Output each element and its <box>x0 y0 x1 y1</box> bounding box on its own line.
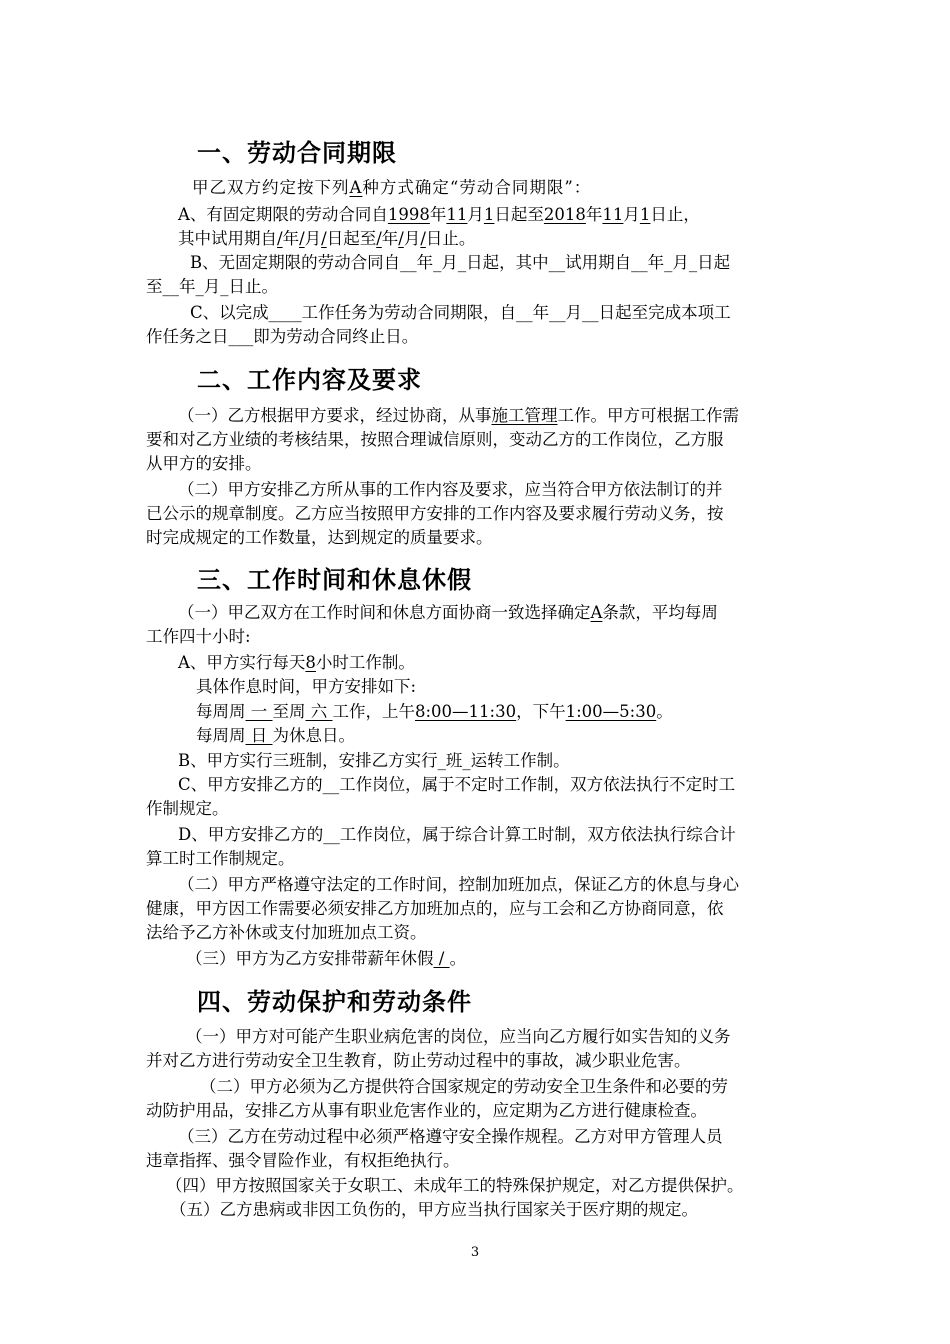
s3-option-b: B、甲方实行三班制，安排乙方实行_班_运转工作制。 <box>178 751 570 770</box>
s2-p2-line3: 时完成规定的工作数量，达到规定的质量要求。 <box>146 528 493 547</box>
s4-p2-line1: （二）甲方必须为乙方提供符合国家规定的劳动安全卫生条件和必要的劳 <box>200 1077 728 1096</box>
s3-p2-line3: 法给予乙方补休或支付加班加点工资。 <box>146 923 427 942</box>
s3-p2-line2: 健康，甲方因工作需要必须安排乙方加班加点的，应与工会和乙方协商同意，依 <box>146 899 724 918</box>
s3-option-a: A、甲方实行每天8小时工作制。 <box>178 653 415 672</box>
s3-rest-intro: 具体作息时间，甲方安排如下: <box>196 677 417 696</box>
s2-p2-line1: （二）甲方安排乙方所从事的工作内容及要求，应当符合甲方依法制订的并 <box>178 480 723 499</box>
s1-option-b-line1: B、无固定期限的劳动合同自__年_月_日起，其中__试用期自__年_月_日起 <box>190 253 731 272</box>
s2-p1-line3: 从甲方的安排。 <box>146 454 262 473</box>
s3-weekly-schedule: 每周周 一 至周 六 工作，上午8:00—11:30，下午1:00—5:30。 <box>196 702 673 721</box>
s4-p5: （五）乙方患病或非因工负伤的，甲方应当执行国家关于医疗期的规定。 <box>170 1200 698 1219</box>
s1-option-c-line1: C、以完成____工作任务为劳动合同期限，自__年__月__日起至完成本项工 <box>190 303 731 322</box>
s1-intro-line: 甲乙双方约定按下列A种方式确定“劳动合同期限”： <box>192 178 592 197</box>
s3-p3-paid-leave: （三）甲方为乙方安排带薪年休假 / 。 <box>186 949 467 968</box>
section-heading-labor-protection: 四、劳动保护和劳动条件 <box>197 988 472 1016</box>
s3-option-c-line2: 作制规定。 <box>146 799 229 818</box>
s1-option-c-line2: 作任务之日___即为劳动合同终止日。 <box>146 327 419 346</box>
s1-option-a-line2: 其中试用期自/年/月/日起至/年/月/日止。 <box>178 229 476 248</box>
s2-p2-line2: 已公示的规章制度。乙方应当按照甲方安排的工作内容及要求履行劳动义务，按 <box>146 504 724 523</box>
page-number: 3 <box>470 1245 480 1260</box>
s4-p2-line2: 动防护用品，安排乙方从事有职业危害作业的，应定期为乙方进行健康检查。 <box>146 1101 707 1120</box>
s4-p1-line2: 并对乙方进行劳动安全卫生教育，防止劳动过程中的事故，减少职业危害。 <box>146 1051 691 1070</box>
s3-option-c-line1: C、甲方安排乙方的__工作岗位，属于不定时工作制，双方依法执行不定时工 <box>178 775 736 794</box>
section-heading-work-hours: 三、工作时间和休息休假 <box>197 566 472 594</box>
s4-p4: （四）甲方按照国家关于女职工、未成年工的特殊保护规定，对乙方提供保护。 <box>166 1176 744 1195</box>
s3-p2-line1: （二）甲方严格遵守法定的工作时间，控制加班加点，保证乙方的休息与身心 <box>178 875 739 894</box>
s4-p3-line2: 违章指挥、强令冒险作业，有权拒绝执行。 <box>146 1151 460 1170</box>
s4-p1-line1: （一）甲方对可能产生职业病危害的岗位，应当向乙方履行如实告知的义务 <box>186 1027 731 1046</box>
s4-p3-line1: （三）乙方在劳动过程中必须严格遵守安全操作规程。乙方对甲方管理人员 <box>178 1127 723 1146</box>
section-heading-contract-term: 一、劳动合同期限 <box>197 139 397 167</box>
s3-p1-line2: 工作四十小时: <box>146 627 251 646</box>
s1-option-b-line2: 至__年_月_日止。 <box>146 277 278 296</box>
s2-p1-line2: 要和对乙方业绩的考核结果，按照合理诚信原则，变动乙方的工作岗位，乙方服 <box>146 430 724 449</box>
s3-option-d-line1: D、甲方安排乙方的__工作岗位，属于综合计算工时制，双方依法执行综合计 <box>178 825 736 844</box>
s1-option-a-line1: A、有固定期限的劳动合同自1998年11月1日起至2018年11月1日止， <box>178 205 700 224</box>
s3-p1-line1: （一）甲乙双方在工作时间和休息方面协商一致选择确定A条款，平均每周 <box>178 603 718 622</box>
s2-p1-line1: （一）乙方根据甲方要求，经过协商，从事施工管理工作。甲方可根据工作需 <box>178 406 739 425</box>
s3-option-d-line2: 算工时工作制规定。 <box>146 849 295 868</box>
section-heading-work-content: 二、工作内容及要求 <box>197 366 422 394</box>
s3-rest-day: 每周周 日 为休息日。 <box>196 726 355 745</box>
